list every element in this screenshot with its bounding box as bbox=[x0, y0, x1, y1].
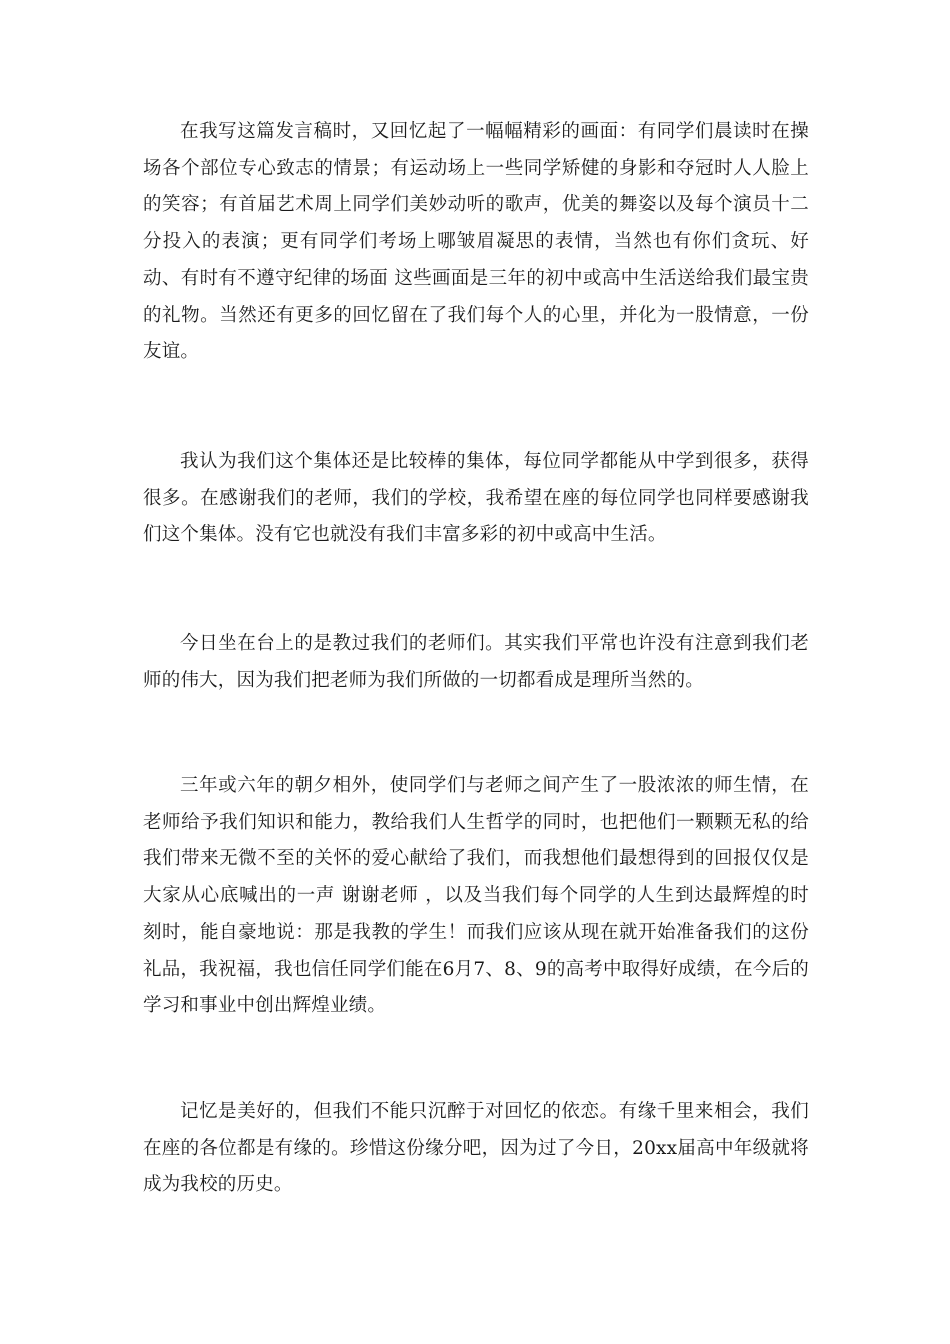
paragraph-collective: 我认为我们这个集体还是比较棒的集体，每位同学都能从中学到很多，获得很多。在感谢我们的老师，我们的学校，我希望在座的每位同学也同样要感谢我们这个集体。没有它也就没有我们丰富多彩的初中或高中生活。 bbox=[143, 451, 809, 546]
paragraph-teachers-on-stage: 今日坐在台上的是教过我们的老师们。其实我们平常也许没有注意到我们老师的伟大，因为我们把老师为我们所做的一切都看成是理所当然的。 bbox=[143, 633, 809, 691]
paragraph-teacher-student-bond: 三年或六年的朝夕相外，使同学们与老师之间产生了一股浓浓的师生情，在老师给予我们知识和能力，教给我们人生哲学的同时，也把他们一颗颗无私的给我们带来无微不至的关怀的爱心献给了我们，而我想他们最想得到的回报仅仅是大家从心底喊出的一声 谢谢老师 ，以及当我们每个同学的人生到达最辉煌的时刻时，能自豪地说：那是我教的学生！而我们应该从现在就开始准备我们的这份礼品，我祝福，我也信任同学们能在6月7、8、9的高考中取得好成绩，在今后的学习和事业中创出辉煌业绩。 bbox=[143, 775, 809, 1017]
paragraph-cherish-fate: 记忆是美好的，但我们不能只沉醉于对回忆的依恋。有缘千里来相会，我们在座的各位都是有缘的。珍惜这份缘分吧，因为过了今日，20xx届高中年级就将成为我校的历史。 bbox=[143, 1101, 809, 1196]
paragraph-memories: 在我写这篇发言稿时，又回忆起了一幅幅精彩的画面：有同学们晨读时在操场各个部位专心致志的情景；有运动场上一些同学矫健的身影和夺冠时人人脸上的笑容；有首届艺术周上同学们美妙动听的歌声，优美的舞姿以及每个演员十二分投入的表演；更有同学们考场上哪皱眉凝思的表情，当然也有你们贪玩、好动、有时有不遵守纪律的场面 这些画面是三年的初中或高中生活送给我们最宝贵的礼物。当然还有更多的回忆留在了我们每个人的心里，并化为一股情意，一份友谊。 bbox=[143, 121, 809, 363]
